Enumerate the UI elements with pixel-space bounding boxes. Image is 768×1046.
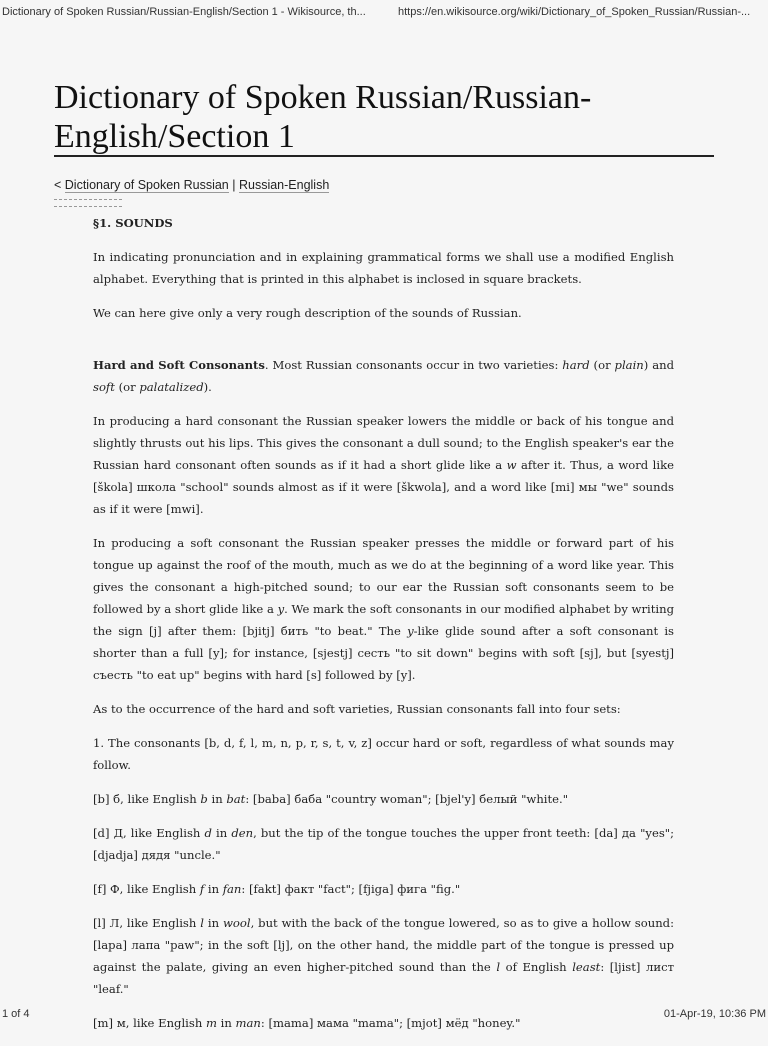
term: soft <box>93 380 115 394</box>
text: We can here give only a very rough description of the sounds of Russian. <box>93 306 522 320</box>
term: bat <box>226 792 246 806</box>
paragraph <box>93 912 674 1000</box>
print-header <box>0 6 768 22</box>
text: : [fakt] факт "fact"; [fjiga] фига "fig." <box>241 882 461 896</box>
term: l <box>496 960 501 974</box>
term: man <box>235 1016 261 1030</box>
print-page-title: Dictionary of Spoken Russian/Russian-English/Section 1 - Wikisource, th... <box>2 6 366 18</box>
text: [b] б, like English <box>93 792 201 806</box>
subheading-hard-soft: Hard and Soft Consonants <box>93 358 265 372</box>
print-footer <box>0 1008 768 1024</box>
header-notice-box <box>54 199 122 207</box>
term: d <box>204 826 212 840</box>
text: : [baba] баба "country woman"; [bjel'y] белый "white." <box>245 792 569 806</box>
text: ). <box>203 380 212 394</box>
text: As to the occurrence of the hard and soft varieties, Russian consonants fall into four sets: <box>93 702 621 716</box>
text: : [mama] мама "mama"; [mjot] мёд "honey." <box>260 1016 521 1030</box>
paragraph <box>93 532 674 686</box>
print-url: https://en.wikisource.org/wiki/Dictionary_of_Spoken_Russian/Russian-... <box>398 6 751 18</box>
title-divider <box>54 155 714 157</box>
paragraph <box>93 354 674 398</box>
text: : [ljist] лист "leaf." <box>93 960 675 996</box>
text: [m] м, like English <box>93 1016 206 1030</box>
text: of English <box>500 960 573 974</box>
text: In producing a soft consonant the Russian speaker presses the middle or forward part of his tongue up against the roof of the mouth, much as we do at the beginning of a word like year. This gives the consonant a high-pitched sound; to our ear the Russian soft consonants seem to be followed by a short glide like a <box>93 536 674 616</box>
term: palatalized <box>139 380 204 394</box>
term: y <box>277 602 285 616</box>
term: m <box>205 1016 217 1030</box>
term: w <box>506 458 517 472</box>
text: in <box>204 882 223 896</box>
text: [d] Д, like English <box>93 826 205 840</box>
text: (or <box>589 358 615 372</box>
text: , but with the back of the tongue lowered, so as to give a hollow sound: [lapa] лапа "paw"; in the soft [lj], on the other hand, the middle part of the tongue is pressed up against the palate, giving an even higher-pitched sound than the <box>93 916 674 974</box>
text: [l] Л, like English <box>93 916 201 930</box>
term: den <box>231 826 254 840</box>
text: -like glide sound after a soft consonant is shorter than a full [y]; for instance, [sjestj] сесть "to sit down" begins with soft [sj], but [syestj] съесть "to eat up" begins with hard [s] followed by [y]. <box>93 624 674 682</box>
breadcrumb-link-dictionary[interactable]: Dictionary of Spoken Russian <box>64 178 229 192</box>
text: , but the tip of the tongue touches the upper front teeth: [da] да "yes"; [djadja] дядя "uncle." <box>93 826 675 862</box>
text: in <box>203 916 223 930</box>
paragraph <box>93 410 674 520</box>
text: in <box>207 792 227 806</box>
term: b <box>200 792 208 806</box>
text: . We mark the soft consonants in our modified alphabet by writing the sign [j] after them: [bjitj] бить "to beat." The <box>93 602 674 638</box>
paragraph <box>93 698 674 720</box>
paragraph <box>93 302 674 324</box>
text: in <box>211 826 232 840</box>
section-heading: §1. SOUNDS <box>93 216 173 230</box>
paragraph <box>93 822 674 866</box>
text: [f] Ф, like English <box>93 882 200 896</box>
paragraph <box>93 788 674 810</box>
paragraph <box>93 246 674 290</box>
breadcrumb <box>54 178 714 192</box>
term: l <box>200 916 204 930</box>
text: 1. The consonants [b, d, f, l, m, n, p, r, s, t, v, z] occur hard or soft, regardless of what sounds may follow. <box>93 736 674 772</box>
breadcrumb-prefix: < <box>54 178 65 192</box>
text: In indicating pronunciation and in explaining grammatical forms we shall use a modified English alphabet. Everything that is printed in this alphabet is inclosed in square brackets. <box>93 250 674 286</box>
term: fan <box>222 882 242 896</box>
term: y <box>407 624 414 638</box>
text: in <box>216 1016 236 1030</box>
text: (or <box>114 380 140 394</box>
text: ) and <box>643 358 674 372</box>
text: . Most Russian consonants occur in two varieties: <box>264 358 563 372</box>
paragraph <box>93 732 674 776</box>
term: least <box>572 960 601 974</box>
text: after it. Thus, a word like [škola] школа "school" sounds almost as if it were [škwola], and a word like [mi] мы "we" sounds as if it were [mwi]. <box>93 458 674 516</box>
spacer <box>93 336 674 354</box>
term: wool <box>222 916 251 930</box>
page-count: 1 of 4 <box>2 1008 30 1020</box>
print-datetime: 01-Apr-19, 10:36 PM <box>663 1008 766 1020</box>
term: hard <box>562 358 590 372</box>
breadcrumb-link-russian-english[interactable]: Russian-English <box>238 178 330 192</box>
term: plain <box>614 358 644 372</box>
breadcrumb-separator: | <box>228 178 239 192</box>
text: In producing a hard consonant the Russian speaker lowers the middle or back of his tongue and slightly thrusts out his lips. This gives the consonant a dull sound; to the English speaker's ear the Russian hard consonant often sounds as if it had a short glide like a <box>93 414 674 472</box>
article-content <box>93 212 674 1046</box>
page-title: Dictionary of Spoken Russian/Russian-English/Section 1 <box>54 79 592 155</box>
term: f <box>199 882 205 896</box>
paragraph <box>93 878 674 900</box>
